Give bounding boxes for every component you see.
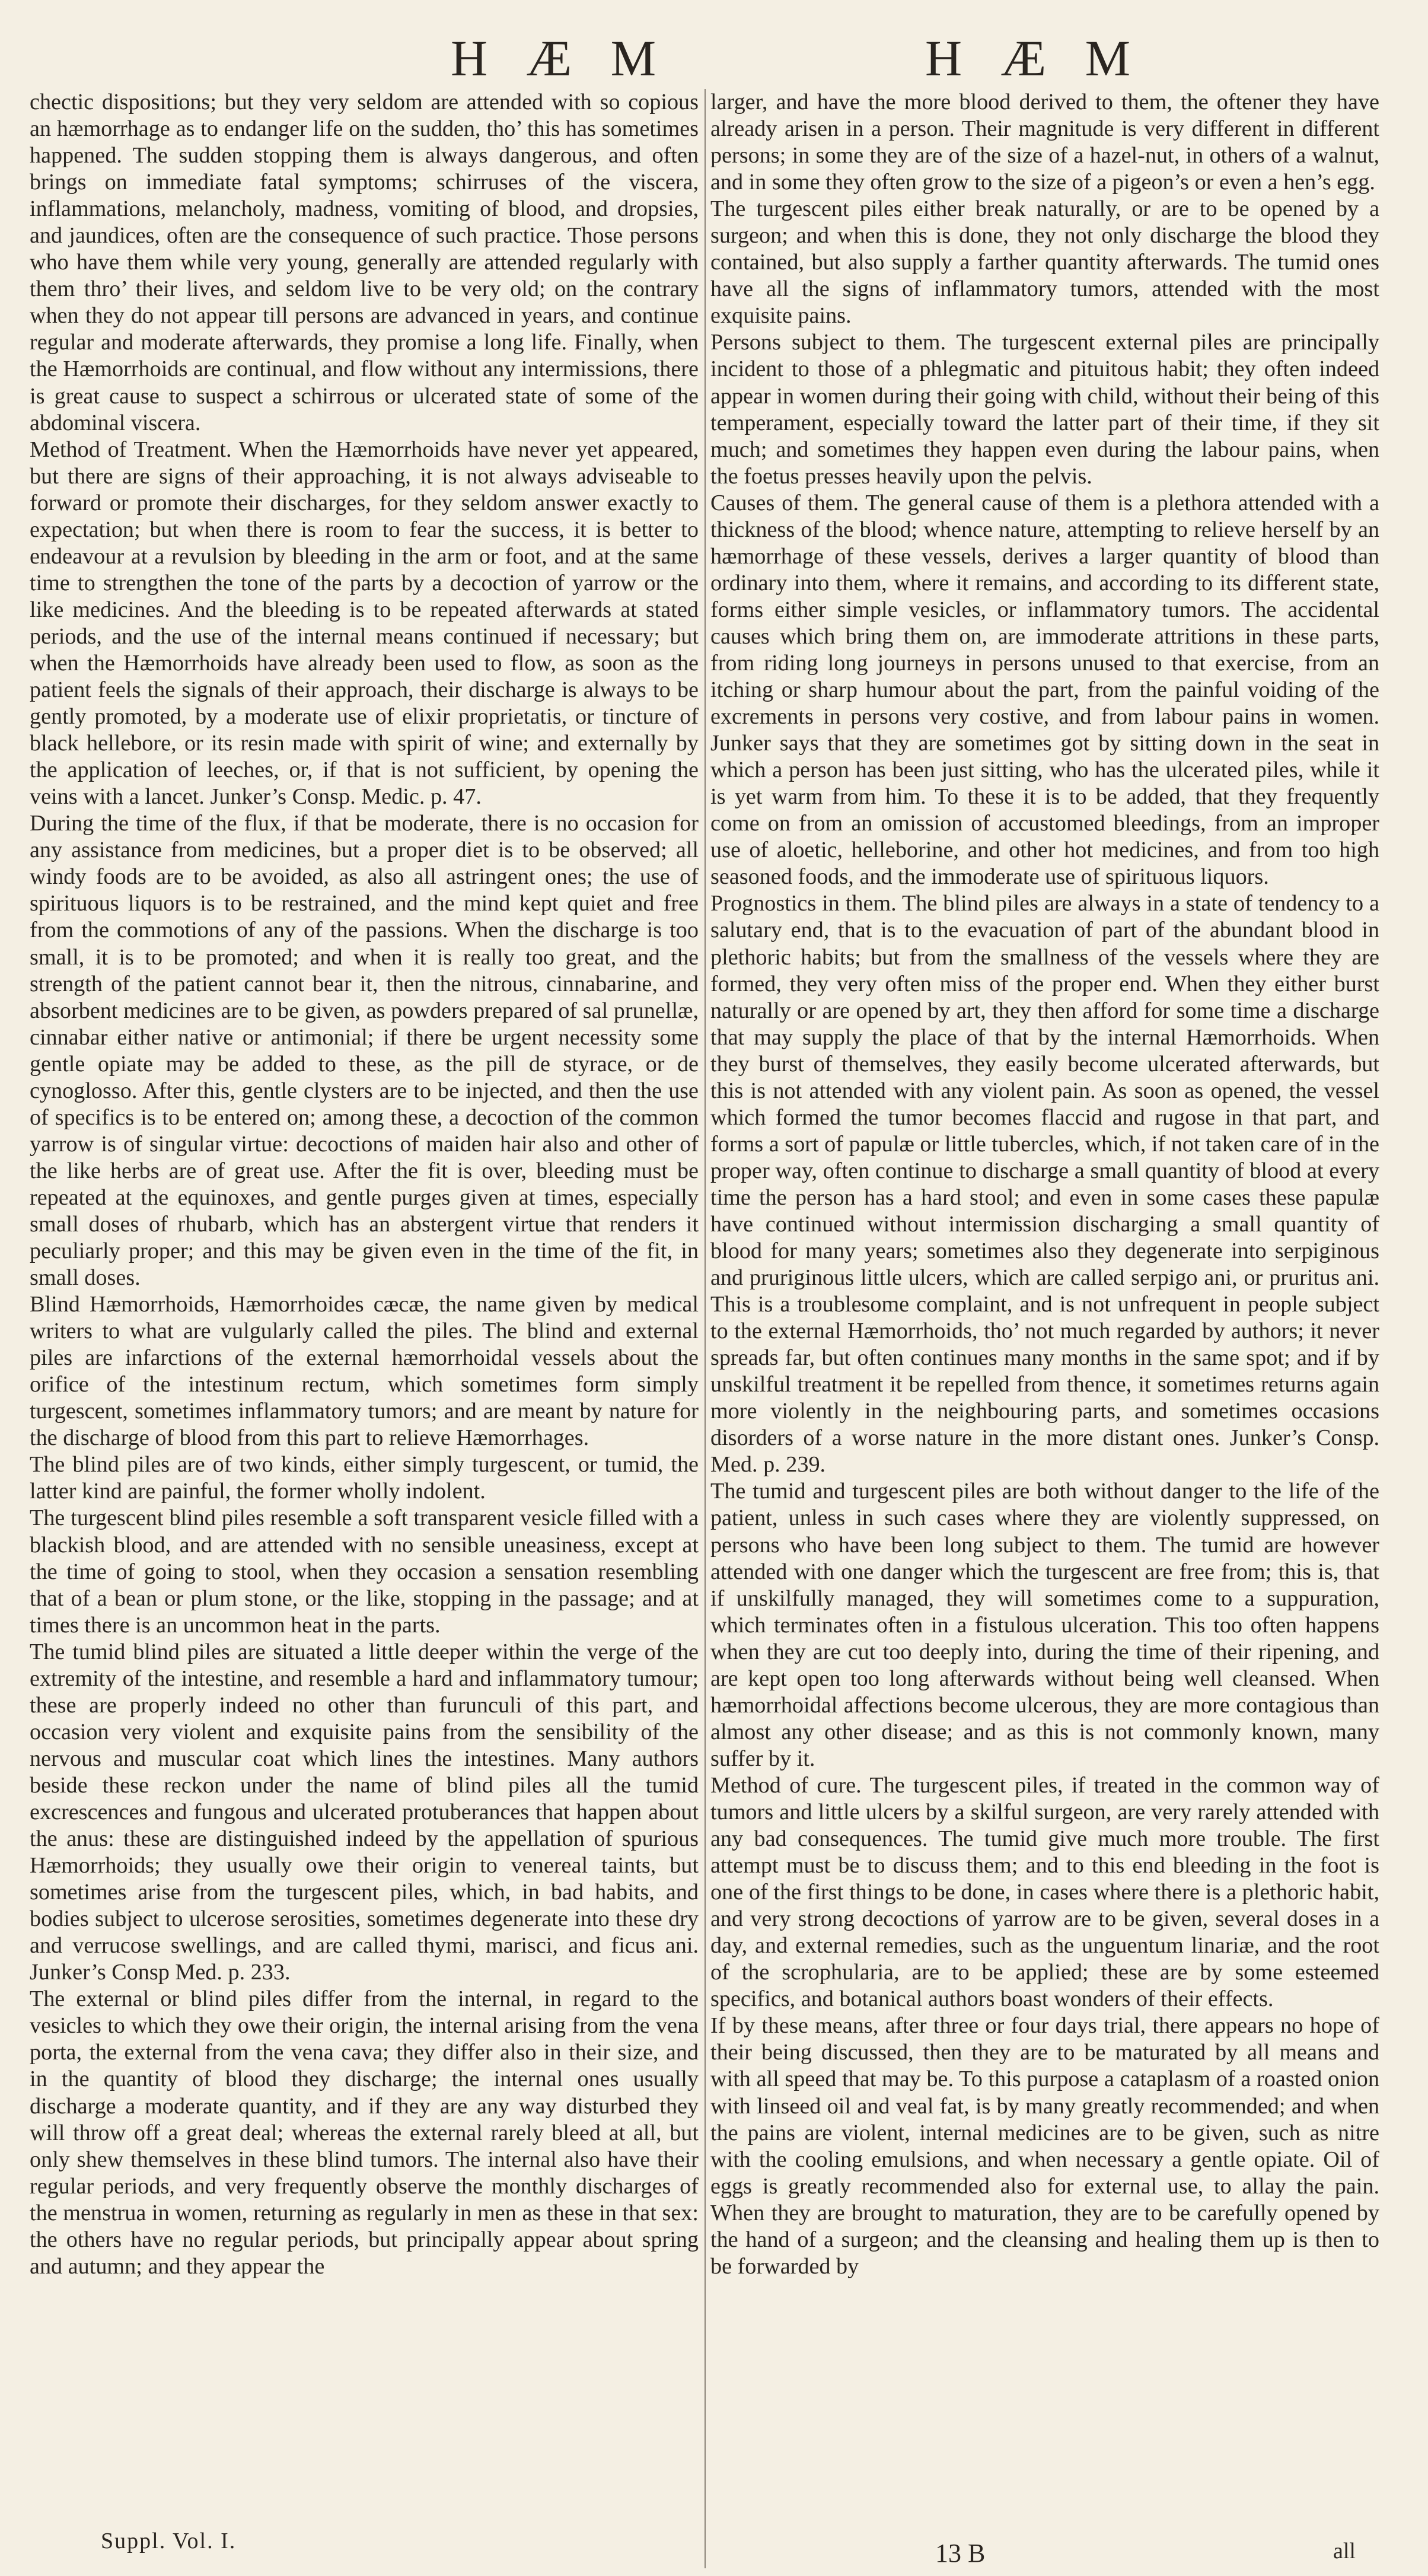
paragraph: The blind piles are of two kinds, either simply turgescent, or tumid, the latter kind are painful, the former wholly indolent.	[30, 1452, 699, 1504]
paragraph: The tumid blind piles are situated a little deeper within the verge of the extremity of the intestine, and resemble a hard and inflammatory tumour; these are properly indeed no other than furunculi of this part, and occasion very violent and exquisite pains from the sensibility of the nervous and muscular coat which lines the intestines. Many authors beside these reckon under the name of blind piles all the tumid excrescences and fungous and ulcerated protuberances that happen about the anus: these are distinguished indeed by the appellation of spurious Hæmorrhoids; they usually owe their origin to venereal taints, but sometimes arise from the turgescent piles, which, in bad habits, and bodies subject to ulcerose serosities, sometimes degenerate into these dry and verrucose swellings, and are called thymi, marisci, and ficus ani. Junker’s Consp Med. p. 233.	[30, 1639, 699, 1985]
running-head-left: H Æ M	[451, 30, 670, 87]
paragraph: Method of cure. The turgescent piles, if treated in the common way of tumors and little ulcers by a skilful surgeon, are very rarely attended with any bad consequences. The tumid give much more trouble. The first attempt must be to discuss them; and to this end bleeding in the foot is one of the first things to be done, in cases where there is a plethoric habit, and very strong decoctions of yarrow are to be given, several doses in a day, and external remedies, such as the unguentum linariæ, and the root of the scrophularia, are to be applied; these are by some esteemed specifics, and botanical authors boast wonders of their effects.	[710, 1772, 1379, 2012]
paragraph: The turgescent blind piles resemble a soft transparent vesicle filled with a blackish blood, and are attended with no sensible uneasiness, except at the time of going to stool, when they occasion a sensation resembling that of a bean or plum stone, or the like, stopping in the passage; and at times there is an uncommon heat in the parts.	[30, 1505, 699, 1638]
footer-catchword: all	[1333, 2539, 1356, 2564]
paragraph: If by these means, after three or four days trial, there appears no hope of their being discussed, then they are to be maturated by all means and with all speed that may be. To this purpose a cataplasm of a roasted onion with linseed oil and veal fat, is by many greatly recommended; and when the pains are violent, internal medicines are to be given, such as nitre with the cooling emulsions, and when necessary a gentle opiate. Oil of eggs is greatly recommended also for external use, to allay the pain. When they are brought to maturation, they are to be carefully opened by the hand of a surgeon; and the cleansing and healing them up is then to be forwarded by	[710, 2013, 1379, 2279]
footer-signature: Suppl. Vol. I.	[101, 2529, 237, 2553]
paragraph: Blind Hæmorrhoids, Hæmorrhoides cæcæ, the name given by medical writers to what are vulgularly called the piles. The blind and external piles are infarctions of the external hæmorrhoidal vessels about the orifice of the intestinum rectum, which sometimes form simply turgescent, sometimes inflammatory tumors; and are meant by nature for the discharge of blood from this part to relieve Hæmorrhages.	[30, 1292, 699, 1451]
right-column	[710, 89, 1379, 2280]
running-head-right: H Æ M	[925, 30, 1144, 87]
paragraph: The external or blind piles differ from the internal, in regard to the vesicles to which they owe their origin, the internal arising from the vena porta, the external from the vena cava; they differ also in their size, and in the quantity of blood they discharge; the internal ones usually discharge a moderate quantity, and if they are any way disturbed they will throw off a great deal; whereas the external rarely bleed at all, but only shew themselves in these blind tumors. The internal also have their regular periods, and very frequently observe the monthly discharges of the menstrua in women, returning as regularly in men as these in that sex: the others have no regular periods, but principally appear about spring and autumn; and they appear the	[30, 1986, 699, 2279]
left-column	[30, 89, 699, 2280]
paragraph: During the time of the flux, if that be moderate, there is no occasion for any assistance from medicines, but a proper diet is to be observed; all windy foods are to be avoided, as also all astringent ones; the use of spirituous liquors is to be restrained, and the mind kept quiet and free from the commotions of any of the passions. When the discharge is too small, it is to be promoted; and when it is really too great, and the strength of the patient cannot bear it, then the nitrous, cinnabarine, and absorbent medicines are to be given, as powders prepared of sal prunellæ, cinnabar either native or antimonial; if there be urgent necessity some gentle opiate may be added to these, as the pill de styrace, or de cynoglosso. After this, gentle clysters are to be injected, and then the use of specifics is to be entered on; among these, a decoction of the common yarrow is of singular virtue: decoctions of maiden hair also and other of the like herbs are of great use. After the fit is over, bleeding must be repeated at the equinoxes, and gentle purges given at times, especially small doses of rhubarb, which has an abstergent virtue that renders it peculiarly proper; and this may be given even in the time of the fit, in small doses.	[30, 811, 699, 1291]
column-divider	[705, 89, 706, 2568]
paragraph: Persons subject to them. The turgescent external piles are principally incident to those of a phlegmatic and pituitous habit; they often indeed appear in women during their going with child, without their being of this temperament, especially toward the latter part of their time, if they sit much; and sometimes they happen even during the labour pains, when the foetus presses heavily upon the pelvis.	[710, 330, 1379, 489]
paragraph: Method of Treatment. When the Hæmorrhoids have never yet appeared, but there are signs of their approaching, it is not always adviseable to forward or promote their discharges, for they seldom answer exactly to expectation; but when there is room to fear the success, it is better to endeavour at a revulsion by bleeding in the arm or foot, and at the same time to strengthen the tone of the parts by a decoction of yarrow or the like medicines. And the bleeding is to be repeated afterwards at stated periods, and the use of the internal means continued if necessary; but when the Hæmorrhoids have already been used to flow, as soon as the patient feels the signals of their approach, their discharge is always to be gently promoted, by a moderate use of elixir proprietatis, or tincture of black hellebore, or its resin made with spirit of wine; and externally by the application of leeches, or, if that is not sufficient, by opening the veins with a lancet. Junker’s Consp. Medic. p. 47.	[30, 437, 699, 810]
paragraph: Causes of them. The general cause of them is a plethora attended with a thickness of the blood; whence nature, attempting to relieve herself by an hæmorrhage of these vessels, derives a larger quantity of blood than ordinary into them, where it remains, and according to its different state, forms either simple vesicles, or inflammatory tumors. The accidental causes which bring them on, are immoderate attritions in these parts, from riding long journeys in persons unused to that exercise, from an itching or sharp humour about the part, from the painful voiding of the excrements in persons very costive, and from labour pains in women. Junker says that they are sometimes got by sitting down in the seat in which a person has been just sitting, who has the ulcerated piles, while it is yet warm from him. To these it is to be added, that they frequently come on from an omission of accustomed bleedings, from an improper use of aloetic, helleborine, and other hot medicines, and from too high seasoned foods, and the immoderate use of spirituous liquors.	[710, 490, 1379, 890]
paragraph: Prognostics in them. The blind piles are always in a state of tendency to a salutary end, that is to the evacuation of part of the abundant blood in plethoric habits; but from the smallness of the vessels where they are formed, they very often miss of the proper end. When they either burst naturally or are opened by art, they then afford for some time a discharge that may supply the place of that by the internal Hæmorrhoids. When they burst of themselves, they easily become ulcerated afterwards, but this is not attended with any violent pain. As soon as opened, the vessel which formed the tumor becomes flaccid and rugose in that part, and forms a sort of papulæ or little tubercles, which, if not taken care of in the proper way, often continue to discharge a small quantity of blood at every time the person has a hard stool; and even in some cases these papulæ have continued without intermission discharging a small quantity of blood for many years; sometimes also they degenerate into serpiginous and pruriginous little ulcers, which are called serpigo ani, or pruritus ani. This is a troublesome complaint, and is not unfrequent in people subject to the external Hæmorrhoids, tho’ not much regarded by authors; it never spreads far, but often continues many months in the same spot; and if by unskilful treatment it be repelled from thence, it sometimes returns again more violently in the neighbouring parts, and sometimes occasions disorders of a worse nature in the more distant ones. Junker’s Consp. Med. p. 239.	[710, 891, 1379, 1478]
paragraph: The tumid and turgescent piles are both without danger to the life of the patient, unless in such cases where they are violently suppressed, on persons who have been long subject to them. The tumid are however attended with one danger which the turgescent are free from; this is, that if unskilfully managed, they will sometimes come to a suppuration, which terminates often in a fistulous ulceration. This too often happens when they are cut too deeply into, during the time of their ripening, and are kept open too long afterwards without being well cleansed. When hæmorrhoidal affections become ulcerous, they are more contagious than almost any other disease; and as this is not commonly known, many suffer by it.	[710, 1479, 1379, 1771]
paragraph: The turgescent piles either break naturally, or are to be opened by a surgeon; and when this is done, they not only discharge the blood they contained, but also supply a farther quantity afterwards. The tumid ones have all the signs of inflammatory tumors, attended with the most exquisite pains.	[710, 196, 1379, 329]
footer-sheet-mark: 13 B	[935, 2539, 986, 2568]
paragraph: larger, and have the more blood derived to them, the oftener they have already arisen in a person. Their magnitude is very different in different persons; in some they are of the size of a hazel-nut, in others of a walnut, and in some they often grow to the size of a pigeon’s or even a hen’s egg.	[710, 90, 1379, 195]
paragraph: chectic dispositions; but they very seldom are attended with so copious an hæmorrhage as to endanger life on the sudden, tho’ this has sometimes happened. The sudden stopping them is always dangerous, and often brings on immediate fatal symptoms; schirruses of the viscera, inflammations, melancholy, madness, vomiting of blood, and dropsies, and jaundices, often are the consequence of such practice. Those persons who have them while very young, generally are attended regularly with them thro’ their lives, and seldom live to be very old; on the contrary when they do not appear till persons are advanced in years, and continue regular and moderate afterwards, they promise a long life. Finally, when the Hæmorrhoids are continual, and flow without any intermissions, there is great cause to suspect a schirrous or ulcerated state of some of the abdominal viscera.	[30, 90, 699, 435]
